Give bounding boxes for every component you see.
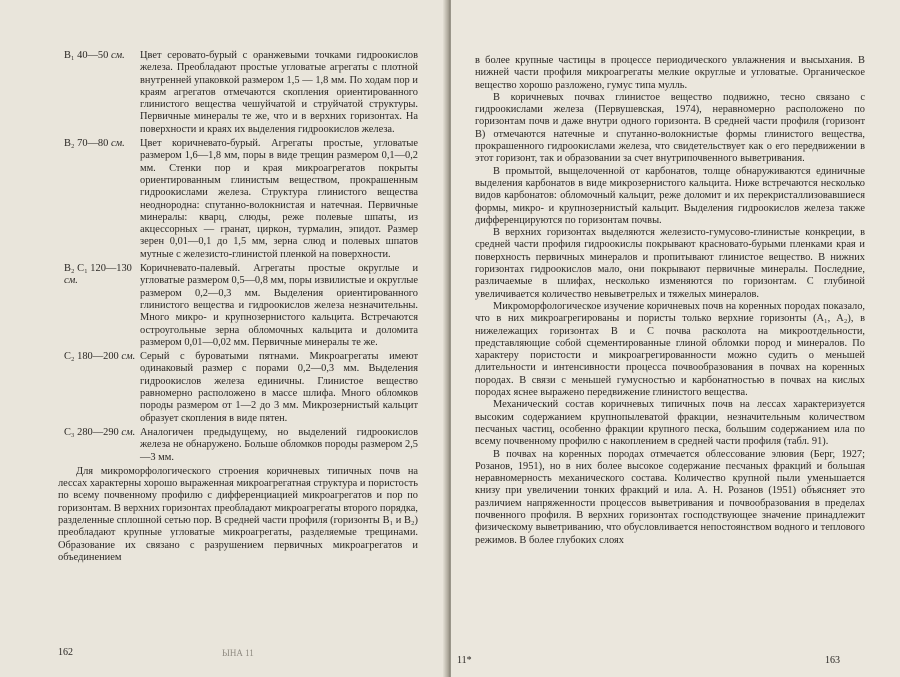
horizon-entry	[58, 138, 418, 261]
horizon-entry	[58, 50, 418, 136]
horizon-label: C₂ 180—200 см.	[64, 351, 136, 363]
body-paragraph: В промытой, выщелоченной от карбонатов, толще обнаруживаются единичные выделения карбонатов в виде микрозернистого кальцита. Ниже встречаются несколько видов карбонатов: обломочный кальцит, реже доломит и их перекристаллизовавшиеся формы, микро- и крупнозернистый кальцит. Выделения гидроокислов железа также дифференцируются по горизонтам почвы.	[475, 165, 865, 226]
page-number: 163	[825, 655, 840, 666]
page-number: 162	[58, 647, 73, 658]
body-paragraph: Механический состав коричневых типичных почв на лессах характеризуется высоким содержанием крупнопылеватой фракции, незначительным количеством песчаных частиц, особенно фракции крупного песка, большим содержанием ила по всему почвенному профилю с накоплением в средней части профиля (табл. 91).	[475, 399, 865, 448]
continued-paragraph: в более крупные частицы в процессе периодического увлажнения и высыхания. В нижней части профиля микроагрегаты мелкие округлые и угловатые. Органическое вещество хорошо разложено, гумус типа мулль.	[475, 55, 865, 91]
left-page	[0, 0, 447, 677]
bleed-through-mark: ЫНА 11	[222, 648, 254, 658]
body-paragraph: В почвах на коренных породах отмечается облессование элювия (Берг, 1927; Розанов, 1951), но в них более высокое содержание песчаных фракций и большая неравномерность механического состава. Количество крупной пыли уменьшается книзу при увеличении тонких фракций и ила. А. Н. Розанов (1951) объясняет это различием напряженности процессов выветривания и почвообразования в пределах почвенного профиля. В верхних горизонтах господствующее значение принадлежит физическому выветриванию, что обусловливается непостоянством водного и теплового режимов. В более глубоких слоях	[475, 448, 865, 546]
right-page	[451, 0, 900, 677]
horizon-label: C₃ 280—290 см.	[64, 426, 136, 438]
horizon-entry	[58, 427, 418, 464]
horizon-label: B₂ 70—80 см.	[64, 138, 125, 150]
body-paragraph: Микроморфологическое изучение коричневых почв на коренных породах показало, что в них микроагрегированы и пористы только верхние горизонты (A₁, A₂), в нижележащих горизонтах B и C почва расколота на микроотдельности, представляющие собой сцементированные глиной обломки пород и минералов. По характеру пористости и микроагрегированности можно судить о меньшей длительности и интенсивности процесса почвообразования в почвах на коренных породах. В связи с меньшей гумусностью и карбонатностью в почвах на кислых породах яснее выражено передвижение глинистого вещества.	[475, 300, 865, 399]
horizon-entry	[58, 351, 418, 425]
signature-mark: 11*	[457, 655, 472, 666]
horizon-description: Коричневато-палевый. Агрегаты простые округлые и угловатые размером 0,5—0,8 мм, поры извилистые и округлые размером 0,2—0,3 мм. Выделения ориентированного глинистого вещества и гидроокислов железа незначительны. Много микро- и крупнозернистого кальцита. Встречаются остроугольные зерна обломочных кальцита и доломита размером 0,01—0,02 мм. Первичные минералы те же.	[140, 263, 418, 348]
left-page-column	[58, 50, 418, 564]
horizon-description: Аналогичен предыдущему, но выделений гидроокислов железа не обнаружено. Больше обломков породы размером 2,5—3 мм.	[140, 426, 418, 463]
body-paragraph: В верхних горизонтах выделяются железисто-гумусово-глинистые конкреции, в средней части профиля гидроокислы покрывают красновато-бурыми пленками края и поверхность первичных минералов и пропитывают глинистое вещество. В нижних горизонтах гидроокислов мало, они покрывают первичные минералы. Последние, различаемые в шлифах, несколько изменяются по горизонтам. С глубиной увеличивается количество невыветрелых и тяжелых минералов.	[475, 227, 865, 300]
horizon-entry	[58, 263, 418, 349]
body-paragraph: Для микроморфологического строения коричневых типичных почв на лессах характерны хорошо выраженная микроагрегатная структура и пористость по всему почвенному профилю с дифференциацией микроагрегатов и пор по горизонтам. В верхних горизонтах преобладают микроагрегаты второго порядка, разделенные сплошной сетью пор. В средней части профиля (горизонты B₁ и B₂) преобладают крупные угловатые микроагрегаты, разделяемые трещинами. Образование их связано с разрушением первичных микроагрегатов и объединением	[58, 465, 418, 563]
horizon-description: Цвет коричневато-бурый. Агрегаты простые, угловатые размером 1,6—1,8 мм, поры в виде трещин размером 0,1—0,2 мм. Стенки пор и края микроагрегатов покрыты ориентированным глинистым веществом, прокрашенным гидроокислами железа. Структура глинистого вещества неоднородна: спутанно-волокнистая и натечная. Первичные минералы: кварц, слюды, реже полевые шпаты, из акцессорных — гранат, циркон, турмалин, эпидот. Размер зерен 0,01—0,1 до 1,5 мм, зерна слюд и полевых шпатов мутные с железисто-глинистой пленкой на поверхности.	[140, 138, 418, 260]
horizon-label: B₁ 40—50 см.	[64, 50, 125, 61]
right-page-column	[475, 55, 865, 547]
horizon-label: B₂ C₁ 120—130 см.	[64, 263, 132, 287]
horizon-description: Серый с буроватыми пятнами. Микроагрегаты имеют одинаковый размер с порами 0,2—0,3 мм. Выделения гидроокислов железа единичны. Глинистое вещество равномерно расположено в массе шлифа. Много обломков породы размером от 1—2 до 3 мм. Микрозернистый кальцит образует скопления в виде пятен.	[140, 351, 418, 424]
body-paragraph: В коричневых почвах глинистое вещество подвижно, тесно связано с гидроокислами железа (Первушевская, 1974), неравномерно расположено по горизонтам почв и даже внутри одного горизонта. В средней части профиля (горизонт B) отмечаются натечные и спутанно-волокнистые формы глинистого вещества, прокрашенного гидроокислами железа, что свидетельствует как о его передвижении в этот горизонт, так и образовании за счет внутрипочвенного выветривания.	[475, 91, 865, 165]
horizon-description: Цвет серовато-бурый с оранжевыми точками гидроокислов железа. Преобладают простые угловатые агрегаты с плотной внутренней упаковкой размером 1,5 — 1,8 мм. По ходам пор и краям агрегатов отмечаются скопления ориентированного глинистого вещества чешуйчатой и струйчатой структуры. Первичные минералы те же, что и в верхних горизонтах. На поверхности и краях их выделения гидроокислов железа.	[140, 50, 418, 135]
